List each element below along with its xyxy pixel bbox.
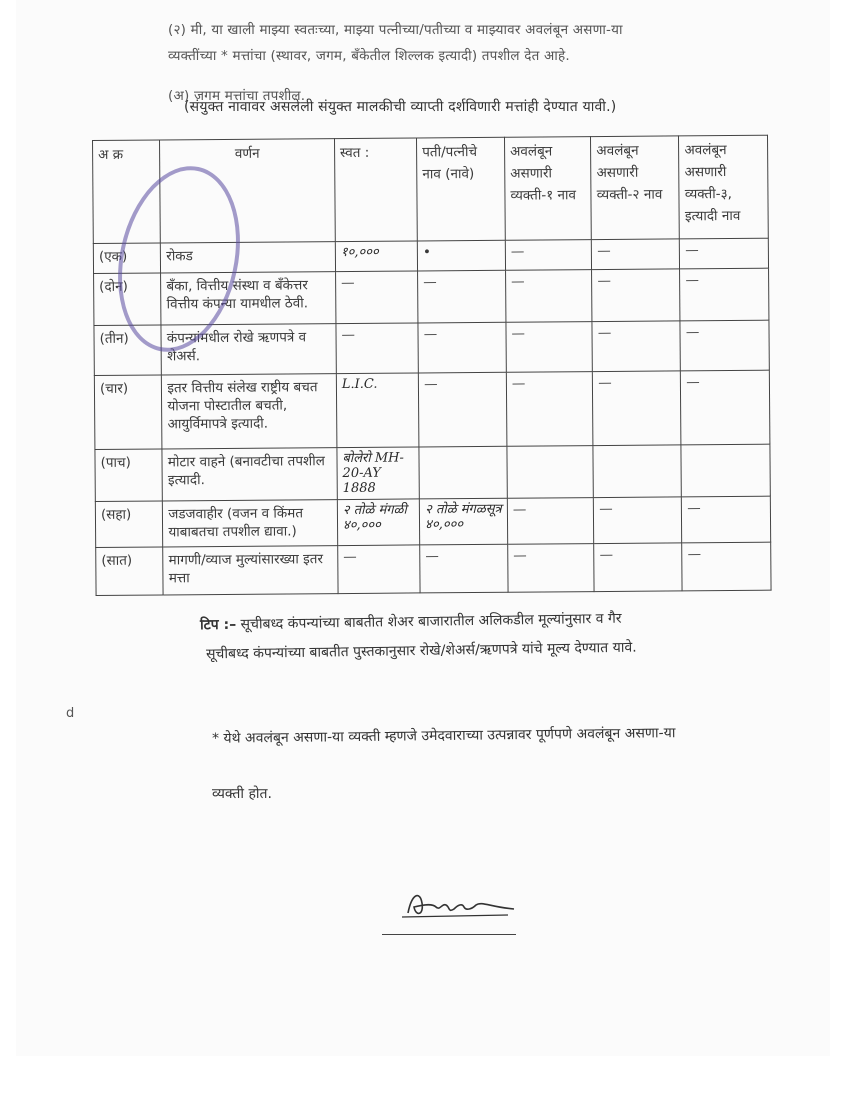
header-spouse: पती/पत्नीचे नाव (नावे) bbox=[417, 137, 506, 241]
row-serial: (सात) bbox=[96, 547, 164, 596]
handwritten-value: २ तोळे मंगळी ४०,००० bbox=[342, 502, 407, 534]
row-description: इतर वित्तीय संलेख राष्ट्रीय बचत योजना पोस्टातील बचती, आयुर्विमापत्रे इत्यादी. bbox=[162, 374, 337, 449]
row-dep1-value: — bbox=[505, 240, 592, 271]
row-dep3-value: — bbox=[680, 238, 769, 269]
row-self-value: — bbox=[338, 545, 421, 594]
row-spouse-value bbox=[419, 446, 507, 499]
row-dep2-value: — bbox=[592, 321, 680, 372]
handwritten-value: बोलेरो MH-20-AY 1888 bbox=[342, 450, 404, 497]
row-self-value bbox=[337, 447, 420, 500]
row-serial: (पाच) bbox=[95, 449, 163, 502]
table-row bbox=[95, 444, 770, 501]
row-serial: (दोन) bbox=[94, 273, 162, 326]
row-dep1-value: — bbox=[506, 270, 593, 323]
row-dep3-value: — bbox=[681, 370, 770, 445]
row-dep2-value: — bbox=[593, 371, 682, 446]
row-spouse-value: — bbox=[420, 544, 508, 593]
header-dependent-3: अवलंबून असणारी व्यक्ती-३, इत्यादी नाव bbox=[679, 135, 768, 239]
row-dep3-value: — bbox=[682, 496, 771, 543]
tip-label: टिप :– bbox=[199, 616, 237, 634]
row-self-value bbox=[336, 373, 419, 448]
row-self-value bbox=[337, 499, 420, 546]
row-description: कंपन्यांमधील रोखे ऋणपत्रे व शेअर्स. bbox=[161, 324, 336, 375]
header-self: स्वत : bbox=[334, 138, 417, 242]
signature bbox=[398, 885, 518, 925]
row-description: रोकड bbox=[161, 242, 336, 273]
row-spouse-value: • bbox=[417, 240, 505, 271]
row-self-value: — bbox=[335, 271, 418, 324]
row-description: बँका, वित्तीय संस्था व बँकेत्तर वित्तीय कंपन्या यामधील ठेवी. bbox=[161, 272, 336, 325]
dependent-note-line-1: * येथे अवलंबून असणा-या व्यक्ती म्हणजे उमेदवाराच्या उत्पन्नावर पूर्णपणे अवलंबून असणा-या bbox=[211, 725, 676, 747]
row-serial: (तीन) bbox=[94, 325, 162, 376]
row-dep3-value: — bbox=[680, 320, 769, 371]
row-dep1-value bbox=[507, 446, 594, 499]
intro-line-4: (संयुक्त नावावर असलेली संयुक्त मालकीची व्याप्ती दर्शविणारी मत्तांही देण्यात यावी.) bbox=[184, 99, 617, 115]
row-spouse-value bbox=[419, 498, 507, 545]
row-description: मोटार वाहने (बनावटीचा तपशील इत्यादी. bbox=[162, 448, 337, 501]
header-serial: अ क्र bbox=[93, 140, 161, 244]
row-dep1-value: — bbox=[507, 498, 594, 545]
table-row bbox=[96, 542, 771, 595]
handwritten-value: १०,००० bbox=[340, 244, 379, 261]
row-spouse-value: — bbox=[418, 270, 506, 323]
row-dep1-value: — bbox=[508, 544, 595, 593]
row-dep2-value bbox=[593, 445, 681, 498]
table-row bbox=[94, 370, 770, 449]
row-dep1-value: — bbox=[506, 372, 593, 447]
row-dep2-value: — bbox=[594, 543, 682, 592]
row-serial: (एक) bbox=[93, 243, 161, 274]
header-description: वर्णन bbox=[160, 139, 335, 243]
handwritten-value: L.I.C. bbox=[341, 376, 378, 393]
table-row bbox=[95, 496, 770, 547]
row-dep2-value: — bbox=[592, 239, 680, 270]
tip-text: सूचीबध्द कंपन्यांच्या बाबतीत शेअर बाजारातील अलिकडील मूल्यांनुसार व गैर bbox=[240, 610, 622, 633]
intro-line-2: व्यक्तींच्या * मत्तांचा (स्थावर, जगम, बँकेतील शिल्लक इत्यादी) तपशील देत आहे. bbox=[168, 48, 570, 64]
row-description: मागणी/व्याज मुल्यांसारख्या इतर मत्ता bbox=[163, 546, 338, 595]
intro-line-1: (२) मी, या खाली माझ्या स्वतःच्या, माझ्या पत्नीच्या/पतीच्या व माझ्यावर अवलंबून असणा-या bbox=[168, 22, 623, 38]
row-self-value: — bbox=[336, 323, 419, 374]
header-dependent-2: अवलंबून असणारी व्यक्ती-२ नाव bbox=[591, 136, 680, 240]
row-description: जडजवाहीर (वजन व किंमत याबाबतचा तपशील द्यावा.) bbox=[163, 500, 338, 547]
row-dep2-value: — bbox=[594, 497, 682, 544]
row-serial: (चार) bbox=[94, 375, 162, 450]
row-dep3-value: — bbox=[680, 268, 769, 321]
row-spouse-value: — bbox=[418, 372, 506, 447]
stray-mark: d bbox=[66, 706, 75, 721]
row-serial: (सहा) bbox=[95, 501, 163, 548]
intro-line-3: (अ) जगम मत्तांचा तपशील. bbox=[168, 88, 306, 104]
signature-line bbox=[382, 934, 516, 935]
row-spouse-value: — bbox=[418, 322, 506, 373]
row-dep3-value: — bbox=[682, 542, 771, 591]
row-dep2-value: — bbox=[592, 269, 680, 322]
handwritten-value: २ तोळे मंगळसूत्र ४०,००० bbox=[424, 501, 502, 533]
row-dep3-value bbox=[681, 444, 770, 497]
tip-note-line-2: सूचीबध्द कंपन्यांच्या बाबतीत पुस्तकानुसार रोखे/शेअर्स/ऋणपत्रे यांचे मूल्य देण्यात यावे. bbox=[205, 639, 637, 663]
row-self-value bbox=[335, 241, 417, 272]
row-dep1-value: — bbox=[506, 322, 593, 373]
dependent-note-line-2: व्यक्ती होत. bbox=[212, 786, 272, 802]
header-dependent-1: अवलंबून असणारी व्यक्ती-१ नाव bbox=[504, 137, 591, 241]
